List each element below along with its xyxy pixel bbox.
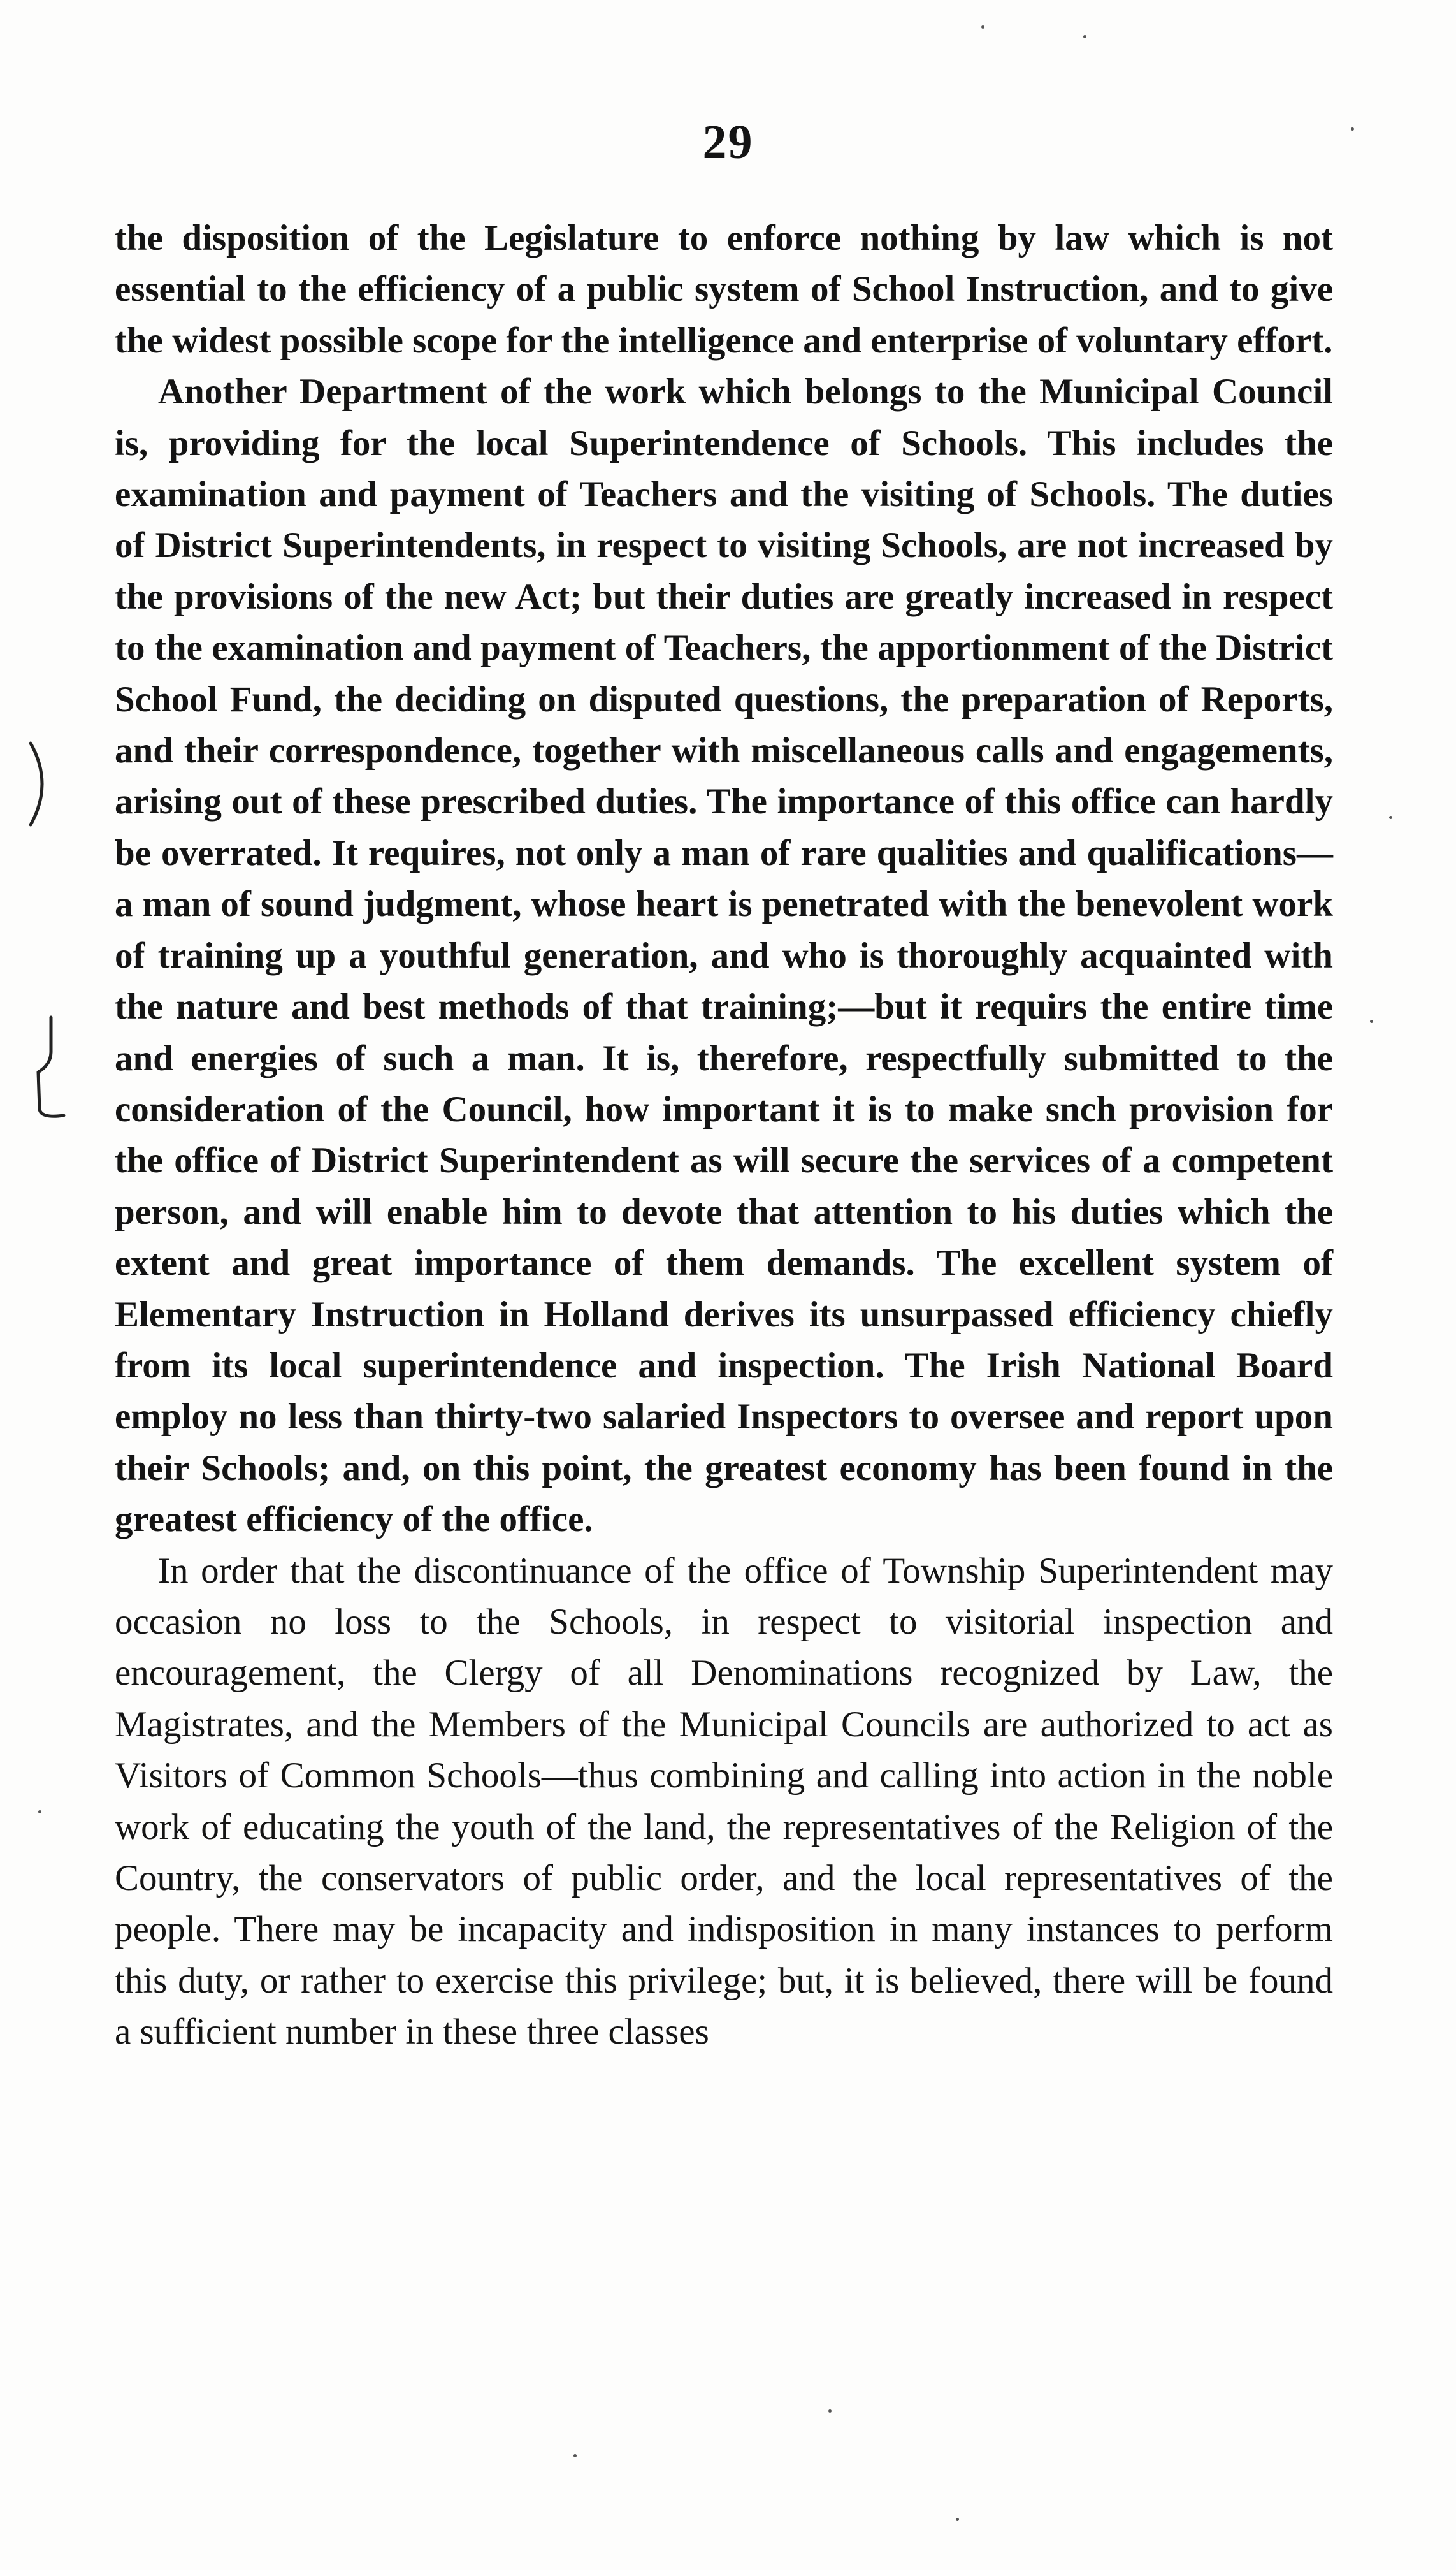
scan-speck: [1083, 35, 1086, 38]
scan-speck: [981, 25, 984, 29]
paragraph-visitors: In order that the discontinuance of the office of Township Superintendent may occasion no loss to the Schools, in respect to visitorial inspection and encouragement, the Clergy of all Denominations recognized by Law, the Magistrates, and the Members of the Municipal Councils are authorized to act as Visitors of Common Schools—thus combining and calling into action in the noble work of educating the youth of the land, the representatives of the Religion of the Country, the conservators of public order, and the local representatives of the people. There may be incapacity and indisposition in many instances to perform this duty, or rather to exercise this privilege; but, it is believed, there will be found a sufficient number in these three classes: [115, 1550, 1333, 2052]
scan-speck: [1351, 127, 1354, 131]
scan-speck: [573, 2454, 577, 2457]
paragraph-municipal-superintendence: Another Department of the work which belongs to the Municipal Council is, providing for the local Superintendence of Schools. This includes the examination and payment of Teachers and the visiting of Schools. The duties of District Superintendents, in respect to visiting Schools, are not increased by the provisions of the new Act; but their duties are greatly increased in respect to the examination and payment of Teachers, the apportionment of the District School Fund, the deciding on disputed questions, the preparation of Reports, and their correspondence, together with miscellaneous calls and engagements, arising out of these prescribed duties. The importance of this office can hardly be overrated. It requires, not only a man of rare qualities and qualifications—a man of sound judgment, whose heart is penetrated with the benevolent work of training up a youthful generation, and who is thoroughly acquainted with the nature and best methods of that training;—but it requirs the entire time and energies of such a man. It is, therefore, respectfully submitted to the consideration of the Council, how important it is to make snch provision for the office of District Superintendent as will secure the services of a competent person, and will enable him to devote that attention to his duties which the extent and great importance of them demands. The excellent system of Elementary Instruction in Holland derives its unsurpassed efficiency chiefly from its local superintendence and inspection. The Irish National Board employ no less than thirty-two salaried Inspectors to oversee and report upon their Schools; and, on this point, the greatest economy has been found in the greatest efficiency of the office.: [115, 372, 1333, 1540]
scan-speck: [1370, 1020, 1373, 1023]
margin-bracket-mark: [25, 739, 57, 829]
page-number: 29: [702, 115, 754, 169]
scan-speck: [828, 2409, 832, 2413]
body-text: [115, 213, 1333, 2058]
paragraph-continuation: the disposition of the Legislature to enforce nothing by law which is not essential to the efficiency of a public system of School Instruction, and to give the widest possible scope for the intelligence and enterprise of voluntary effort.: [115, 218, 1333, 361]
scan-speck: [956, 2518, 959, 2521]
scan-speck: [38, 1810, 41, 1813]
margin-brace-mark: [25, 1013, 70, 1122]
scan-speck: [1389, 816, 1392, 819]
